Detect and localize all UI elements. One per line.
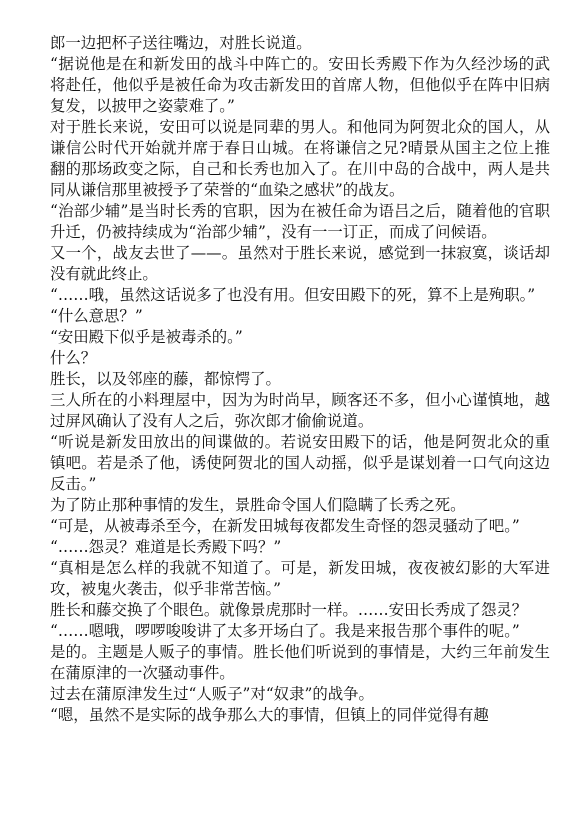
paragraph: 过去在蒲原津发生过“人贩子”对“奴隶”的战争。 bbox=[50, 685, 374, 703]
paragraph: “可是，从被毒杀至今，在新发田城每夜都发生奇怪的怨灵骚动了吧。” bbox=[50, 517, 520, 535]
paragraph: 又一个，战友去世了——。虽然对于胜长来说，感觉到一抹寂寞，谈话却没有就此终止。 bbox=[50, 244, 550, 283]
paragraph: “嗯，虽然不是实际的战争那么大的事情，但镇上的同伴觉得有趣 bbox=[50, 706, 489, 724]
paragraph: 胜长，以及邻座的藤，都惊愕了。 bbox=[50, 370, 281, 388]
paragraph: “什么意思？” bbox=[50, 307, 143, 325]
paragraph: 三人所在的小料理屋中，因为为时尚早，顾客还不多，但小心谨慎地，越过屏风确认了没有人之后，弥次郎才偷偷说道。 bbox=[50, 391, 550, 430]
paragraph: 什么？ bbox=[50, 349, 97, 367]
paragraph: “……怨灵？难道是长秀殿下吗？” bbox=[50, 538, 282, 556]
paragraph: “安田殿下似乎是被毒杀的。” bbox=[50, 328, 243, 346]
paragraph: 对于胜长来说，安田可以说是同辈的男人。和他同为阿贺北众的国人，从谦信公时代开始就并席于春日山城。在将谦信之兄?晴景从国主之位上推翻的那场政变之际，自己和长秀也加入了。在川中岛的合战中，两人是共同从谦信那里被授予了荣誉的“血染之感状”的战友。 bbox=[50, 118, 550, 199]
document-body bbox=[50, 33, 550, 726]
paragraph: “……哦，虽然这话说多了也没有用。但安田殿下的死，算不上是殉职。” bbox=[50, 286, 536, 304]
paragraph: “治部少辅”是当时长秀的官职，因为在被任命为语吕之后，随着他的官职升迁，仍被持续成为“治部少辅”，没有一一订正，而成了问候语。 bbox=[50, 202, 550, 241]
paragraph: “真相是怎么样的我就不知道了。可是，新发田城，夜夜被幻影的大军进攻，被鬼火袭击，似乎非常苦恼。” bbox=[50, 559, 550, 598]
paragraph: 胜长和藤交换了个眼色。就像景虎那时一样。……安田长秀成了怨灵？ bbox=[50, 601, 528, 619]
paragraph: “……嗯哦，啰啰唆唆讲了太多开场白了。我是来报告那个事件的呢。” bbox=[50, 622, 520, 640]
paragraph: 是的。主题是人贩子的事情。胜长他们听说到的事情是，大约三年前发生在蒲原津的一次骚动事件。 bbox=[50, 643, 550, 682]
paragraph: “听说是新发田放出的间谍做的。若说安田殿下的话，他是阿贺北众的重镇吧。若是杀了他，诱使阿贺北的国人动摇，似乎是谋划着一口气向这边反击。” bbox=[50, 433, 550, 493]
paragraph: 郎一边把杯子送往嘴边，对胜长说道。 bbox=[50, 34, 312, 52]
paragraph: 为了防止那种事情的发生，景胜命令国人们隐瞒了长秀之死。 bbox=[50, 496, 466, 514]
paragraph: “据说他是在和新发田的战斗中阵亡的。安田长秀殿下作为久经沙场的武将赴任，他似乎是被任命为攻击新发田的首席人物，但他似乎在阵中旧病复发，以披甲之姿蒙难了。” bbox=[50, 55, 550, 115]
